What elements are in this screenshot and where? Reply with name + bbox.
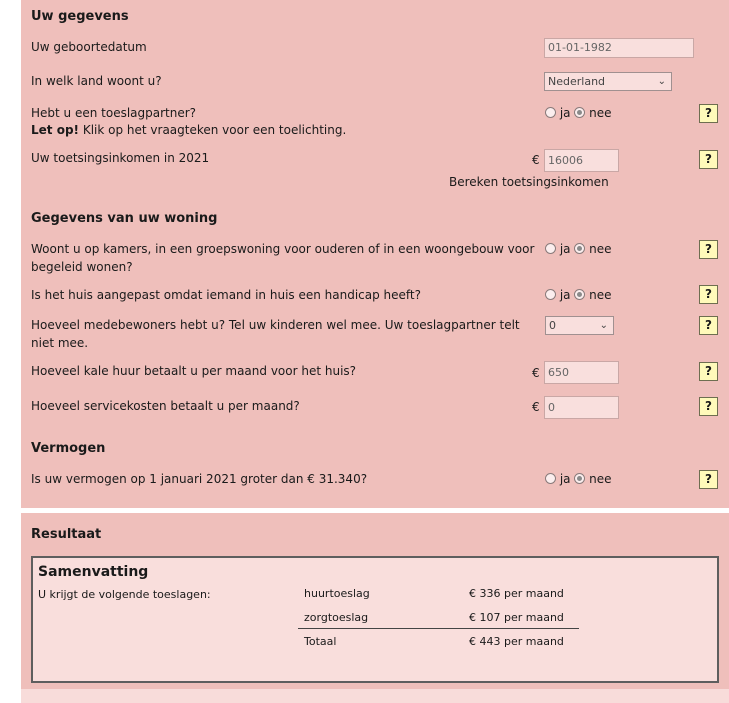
- benefit-name: huurtoeslag: [304, 587, 370, 600]
- income-label: Uw toetsingsinkomen in 2021: [31, 151, 210, 165]
- huur-label: Hoeveel kale huur betaalt u per maand voor het huis?: [31, 364, 357, 378]
- benefit-amount: € 336 per maand: [469, 587, 564, 600]
- kamers-radio-nee[interactable]: [574, 243, 585, 254]
- vermogen-radio-group: [545, 472, 612, 486]
- country-select-value: Nederland: [548, 75, 606, 88]
- vermogen-ja-label: ja: [559, 472, 571, 486]
- medebewoners-select-value: 0: [549, 319, 556, 332]
- income-help-button[interactable]: ?: [699, 150, 718, 169]
- handicap-label: Is het huis aangepast omdat iemand in huis een handicap heeft?: [31, 288, 422, 302]
- partner-label: Hebt u een toeslagpartner?: [31, 106, 197, 120]
- summary-intro: U krijgt de volgende toeslagen:: [38, 588, 211, 601]
- partner-help-button[interactable]: ?: [699, 104, 718, 123]
- medebewoners-label: Hoeveel medebewoners hebt u? Tel uw kinderen wel mee. Uw toeslagpartner telt niet mee.: [31, 318, 520, 350]
- total-label: Totaal: [304, 635, 337, 648]
- calculate-income-link[interactable]: Bereken toetsingsinkomen: [449, 175, 609, 189]
- partner-radio-ja[interactable]: [545, 107, 556, 118]
- benefit-amount: € 107 per maand: [469, 611, 564, 624]
- kamers-ja-label: ja: [559, 242, 571, 256]
- bottom-strip: [21, 689, 729, 703]
- vermogen-radio-nee[interactable]: [574, 473, 585, 484]
- handicap-radio-ja[interactable]: [545, 289, 556, 300]
- partner-note: [31, 121, 346, 139]
- kamers-help-button[interactable]: ?: [699, 240, 718, 259]
- kamers-radio-group: [545, 242, 612, 256]
- chevron-down-icon: ⌄: [599, 320, 608, 331]
- birthdate-label: Uw geboortedatum: [31, 40, 147, 54]
- section-heading-uw-gegevens: Uw gegevens: [31, 9, 129, 24]
- chevron-down-icon: ⌄: [657, 76, 666, 87]
- summary-title: Samenvatting: [38, 564, 149, 580]
- handicap-nee-label: nee: [589, 288, 612, 302]
- total-divider: [298, 628, 579, 629]
- section-heading-woning: Gegevens van uw woning: [31, 211, 218, 226]
- service-label: Hoeveel servicekosten betaalt u per maand?: [31, 399, 300, 413]
- vermogen-help-button[interactable]: ?: [699, 470, 718, 489]
- partner-radio-group: [545, 106, 612, 120]
- vermogen-radio-ja[interactable]: [545, 473, 556, 484]
- kamers-nee-label: nee: [589, 242, 612, 256]
- handicap-radio-group: [545, 288, 612, 302]
- section-heading-vermogen: Vermogen: [31, 441, 106, 456]
- huur-help-button[interactable]: ?: [699, 362, 718, 381]
- kamers-radio-ja[interactable]: [545, 243, 556, 254]
- huur-euro-sign: €: [532, 366, 540, 380]
- birthdate-input[interactable]: 01-01-1982: [544, 38, 694, 58]
- partner-nee-label: nee: [589, 106, 612, 120]
- country-label: In welk land woont u?: [31, 74, 162, 88]
- medebewoners-select[interactable]: [545, 316, 614, 335]
- service-input[interactable]: 0: [544, 396, 619, 419]
- service-euro-sign: €: [532, 400, 540, 414]
- handicap-radio-nee[interactable]: [574, 289, 585, 300]
- vermogen-nee-label: nee: [589, 472, 612, 486]
- kamers-label: Woont u op kamers, in een groepswoning voor ouderen of in een woongebouw voor begeleid wonen?: [31, 242, 535, 274]
- medebewoners-help-button[interactable]: ?: [699, 316, 718, 335]
- partner-ja-label: ja: [559, 106, 571, 120]
- vermogen-label: Is uw vermogen op 1 januari 2021 groter dan € 31.340?: [31, 472, 368, 486]
- section-heading-resultaat: Resultaat: [31, 527, 102, 542]
- service-help-button[interactable]: ?: [699, 397, 718, 416]
- country-select[interactable]: [544, 72, 672, 91]
- income-input[interactable]: 16006: [544, 149, 619, 172]
- benefit-name: zorgtoeslag: [304, 611, 369, 624]
- handicap-help-button[interactable]: ?: [699, 285, 718, 304]
- partner-note-text: Klik op het vraagteken voor een toelichting.: [79, 123, 347, 137]
- income-euro-sign: €: [532, 153, 540, 167]
- huur-input[interactable]: 650: [544, 361, 619, 384]
- handicap-ja-label: ja: [559, 288, 571, 302]
- partner-radio-nee[interactable]: [574, 107, 585, 118]
- total-amount: € 443 per maand: [469, 635, 564, 648]
- partner-note-bold: Let op!: [31, 123, 80, 137]
